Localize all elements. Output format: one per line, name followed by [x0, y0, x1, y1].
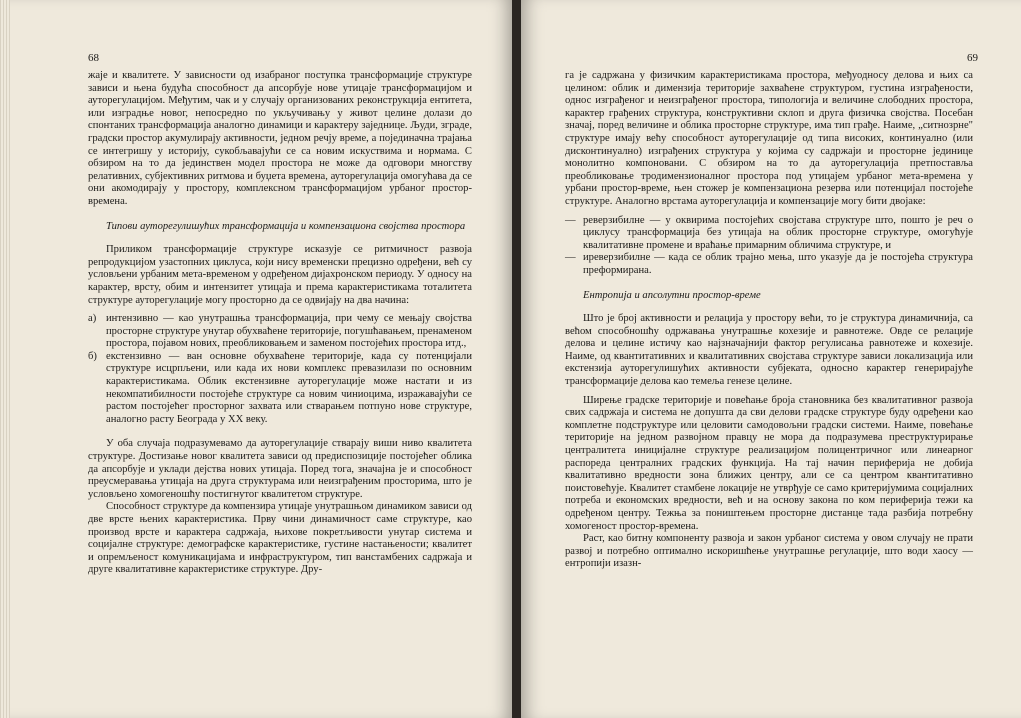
list-item-text: реверзибилне — у оквирима постојећих својстава структуре што, пошто је реч о циклусу трансформација без утицаја на облик просторне структуре, омогућује квалитативне промене и враћање примарним обличима структуре, и [583, 214, 973, 251]
page-number: 69 [967, 52, 978, 64]
list-marker: — [565, 214, 576, 226]
list-item [88, 351, 472, 427]
right-page [521, 0, 1021, 718]
paragraph: Способност структуре да компензира утицаје унутрашњом динамиком зависи од две врсте њених карактеристика. Прву чини динамичност саме структуре, као производ врсте и карактера садржаја, њихове покретљивости унутар система и социјалне структуре: демографске карактеристике, густине настањености; квалитет и опремљеност комуникацијама и инфраструктуром, тип ванстамбених садржаја и друге квалитативне карактеристике структуре. Дру- [88, 501, 472, 576]
paragraph: жаје и квалитете. У зависности од изабраног поступка трансформације структуре зависи и њена будућа способност да апсорбује нове утицаје трансформацијом и ауторегулацијом. Међутим, чак и у случају организованих реконструкција ентитета, или изградње новог, непосредно по укључивању у живот целине долази до спонтаних трансформација аналогно динамици и карактеру заједнице. Људи, зграде, градски простор акумулирају активности, једном речју време, а појединачна трајања се интегришу у историју, сукобљавајући се са новим искуствима и нормама. С обзиром на то да јединствен модел простора не може да одговори многству релативних, субјективних ритмова и буџета времена, ауторегулација омогућава да се они акомодирају у простору, комплексном трансформацијом урбаног простор-времена. [88, 70, 472, 207]
page-number: 68 [88, 52, 99, 64]
list-marker: а) [88, 313, 97, 325]
paragraph: Што је број активности и релација у простору већи, то је структура динамичнија, са већом способношћу одржавања унутрашње кохезије и равнотеже. Овде се релације делова и целине истичу као најзначајнији фактор регулисања равнотеже и кохезије. Наиме, од квантитативних и квалитативних својстава структуре зависи локализација или екстензија ауторегулишућих активности субјеката, односно карактер генерирајуће трансформације делова као темеља генезе целине. [565, 313, 973, 388]
list [88, 313, 472, 426]
list-item-text: иреверзибилне — када се облик трајно мења, што указује да је постојећа структура преформирана. [583, 252, 973, 276]
list-item-text: екстензивно — ван основне обухваћене територије, када су потенцијали структуре исцрпљени, или када их нови комплекс превазилази по основним карактеристикама. Облик екстензивне ауторегулације може настати и из некомпатибилности постојеће структуре са новим чиниоцима, изражавајући се растом постојећег просторног захвата или стварањем потпуно нове структуре, аналогно расту Београда у XX веку. [106, 350, 472, 425]
section-heading: Типови ауторегулишућих трансформација и компензациона својства простора [106, 220, 466, 232]
right-text-block [565, 70, 973, 571]
section-heading: Ентропија и апсолутни простор-време [583, 289, 761, 301]
paragraph: Ширење градске територије и повећање броја становника без квалитативног развоја свих садржаја и система не допушта да сви делови градске структуре буду одређени као комплетне подструктуре или целовити самодовољни градски системи. Наиме, повећање територије на једном развојном правцу не мора да подразумева преструктурирање централитета иницијалне структуре реализацијом полицентричног или линеарног распореда централних градских функција. На тај начин периферија не добија квалитативно вредности зона ближих центру, али се са центром квантитативно поистовећује. Квалитет стамбене локације не утврђује се само критеријумима социјалних потреба и економских вредности, већ и на основу закона по ком периферија тежи ка одређеном центру. Тежња за поништењем просторне дистанце тада разбија потребну хомогеност простор-времена. [565, 394, 973, 532]
left-text-block [88, 70, 472, 577]
paragraph: га је садржана у физичким карактеристикама простора, међуодносу делова и њих са целином: облик и димензија територије захваћене структуром, густина изграђености, однос изграђеног и неизграђеног простора, типологија и величине слободних простора, карактер грађених структура, конструктивни склоп и друга физичка својства. Посебан значај, поред величине и облика просторне структуре, има тип грађе. Наиме, „ситнозрне" структуре имају већу способност ауторегулације од типа високих, континуално (или дисконтинуално) изграђених структура у којима су садржаји и просторне јединице монолитно компоновани. С обзиром на то да ауторегулација претпоставља преобликовање тродимензионалног простора под утицајем урбаног мета-времена у урбани простор-време, њен стожер је компензациона резерва или потенцијал постојеће структуре. Аналогно врстама ауторегулација и компензације могу бити двојаке: [565, 70, 973, 207]
paragraph: У оба случаја подразумевамо да ауторегулације стварају виши ниво квалитета структуре. Достизање новог квалитета зависи од предиспозиције постојећег облика да апсорбује и уклади дејства нових утицаја. Поред тога, значајна је и способност преусмеравања утицаја на друга структурама или неизграђеним просторима, што је условљено хомогеношћу постигнутог квалитетом структуре. [88, 438, 472, 500]
list-marker: б) [88, 350, 97, 362]
list-item [88, 313, 472, 351]
paragraph: Приликом трансформације структуре исказује се ритмичност развоја репродукцијом узастопних циклуса, који нису временски прецизно одређени, већ су условљени урбаним мета-временом у одређеном дијахронском периоду. У односу на карактер, врсту, обим и интензитет утицаја и према карактеристикама тоталитета структуре ауторегулације могу просторно да се одвијају на два начина: [88, 244, 472, 306]
list-marker: — [565, 252, 576, 264]
page-edge [0, 0, 10, 718]
list [565, 215, 973, 278]
paragraph: Раст, као битну компоненту развоја и закон урбаног система у овом случају не прати развој и потребно оптимално искоришћење унутрашње регулације, што води хаосу — ентропији изазн- [565, 533, 973, 570]
list-item [565, 252, 973, 277]
list-item [565, 215, 973, 253]
list-item-text: интензивно — као унутрашња трансформација, при чему се мењају својства просторне структуре унутар обухваћене територије, погушћавањем, пренаменом простора, појавом нових, преобликовањем и заменом постојећих простора итд., [106, 313, 472, 350]
